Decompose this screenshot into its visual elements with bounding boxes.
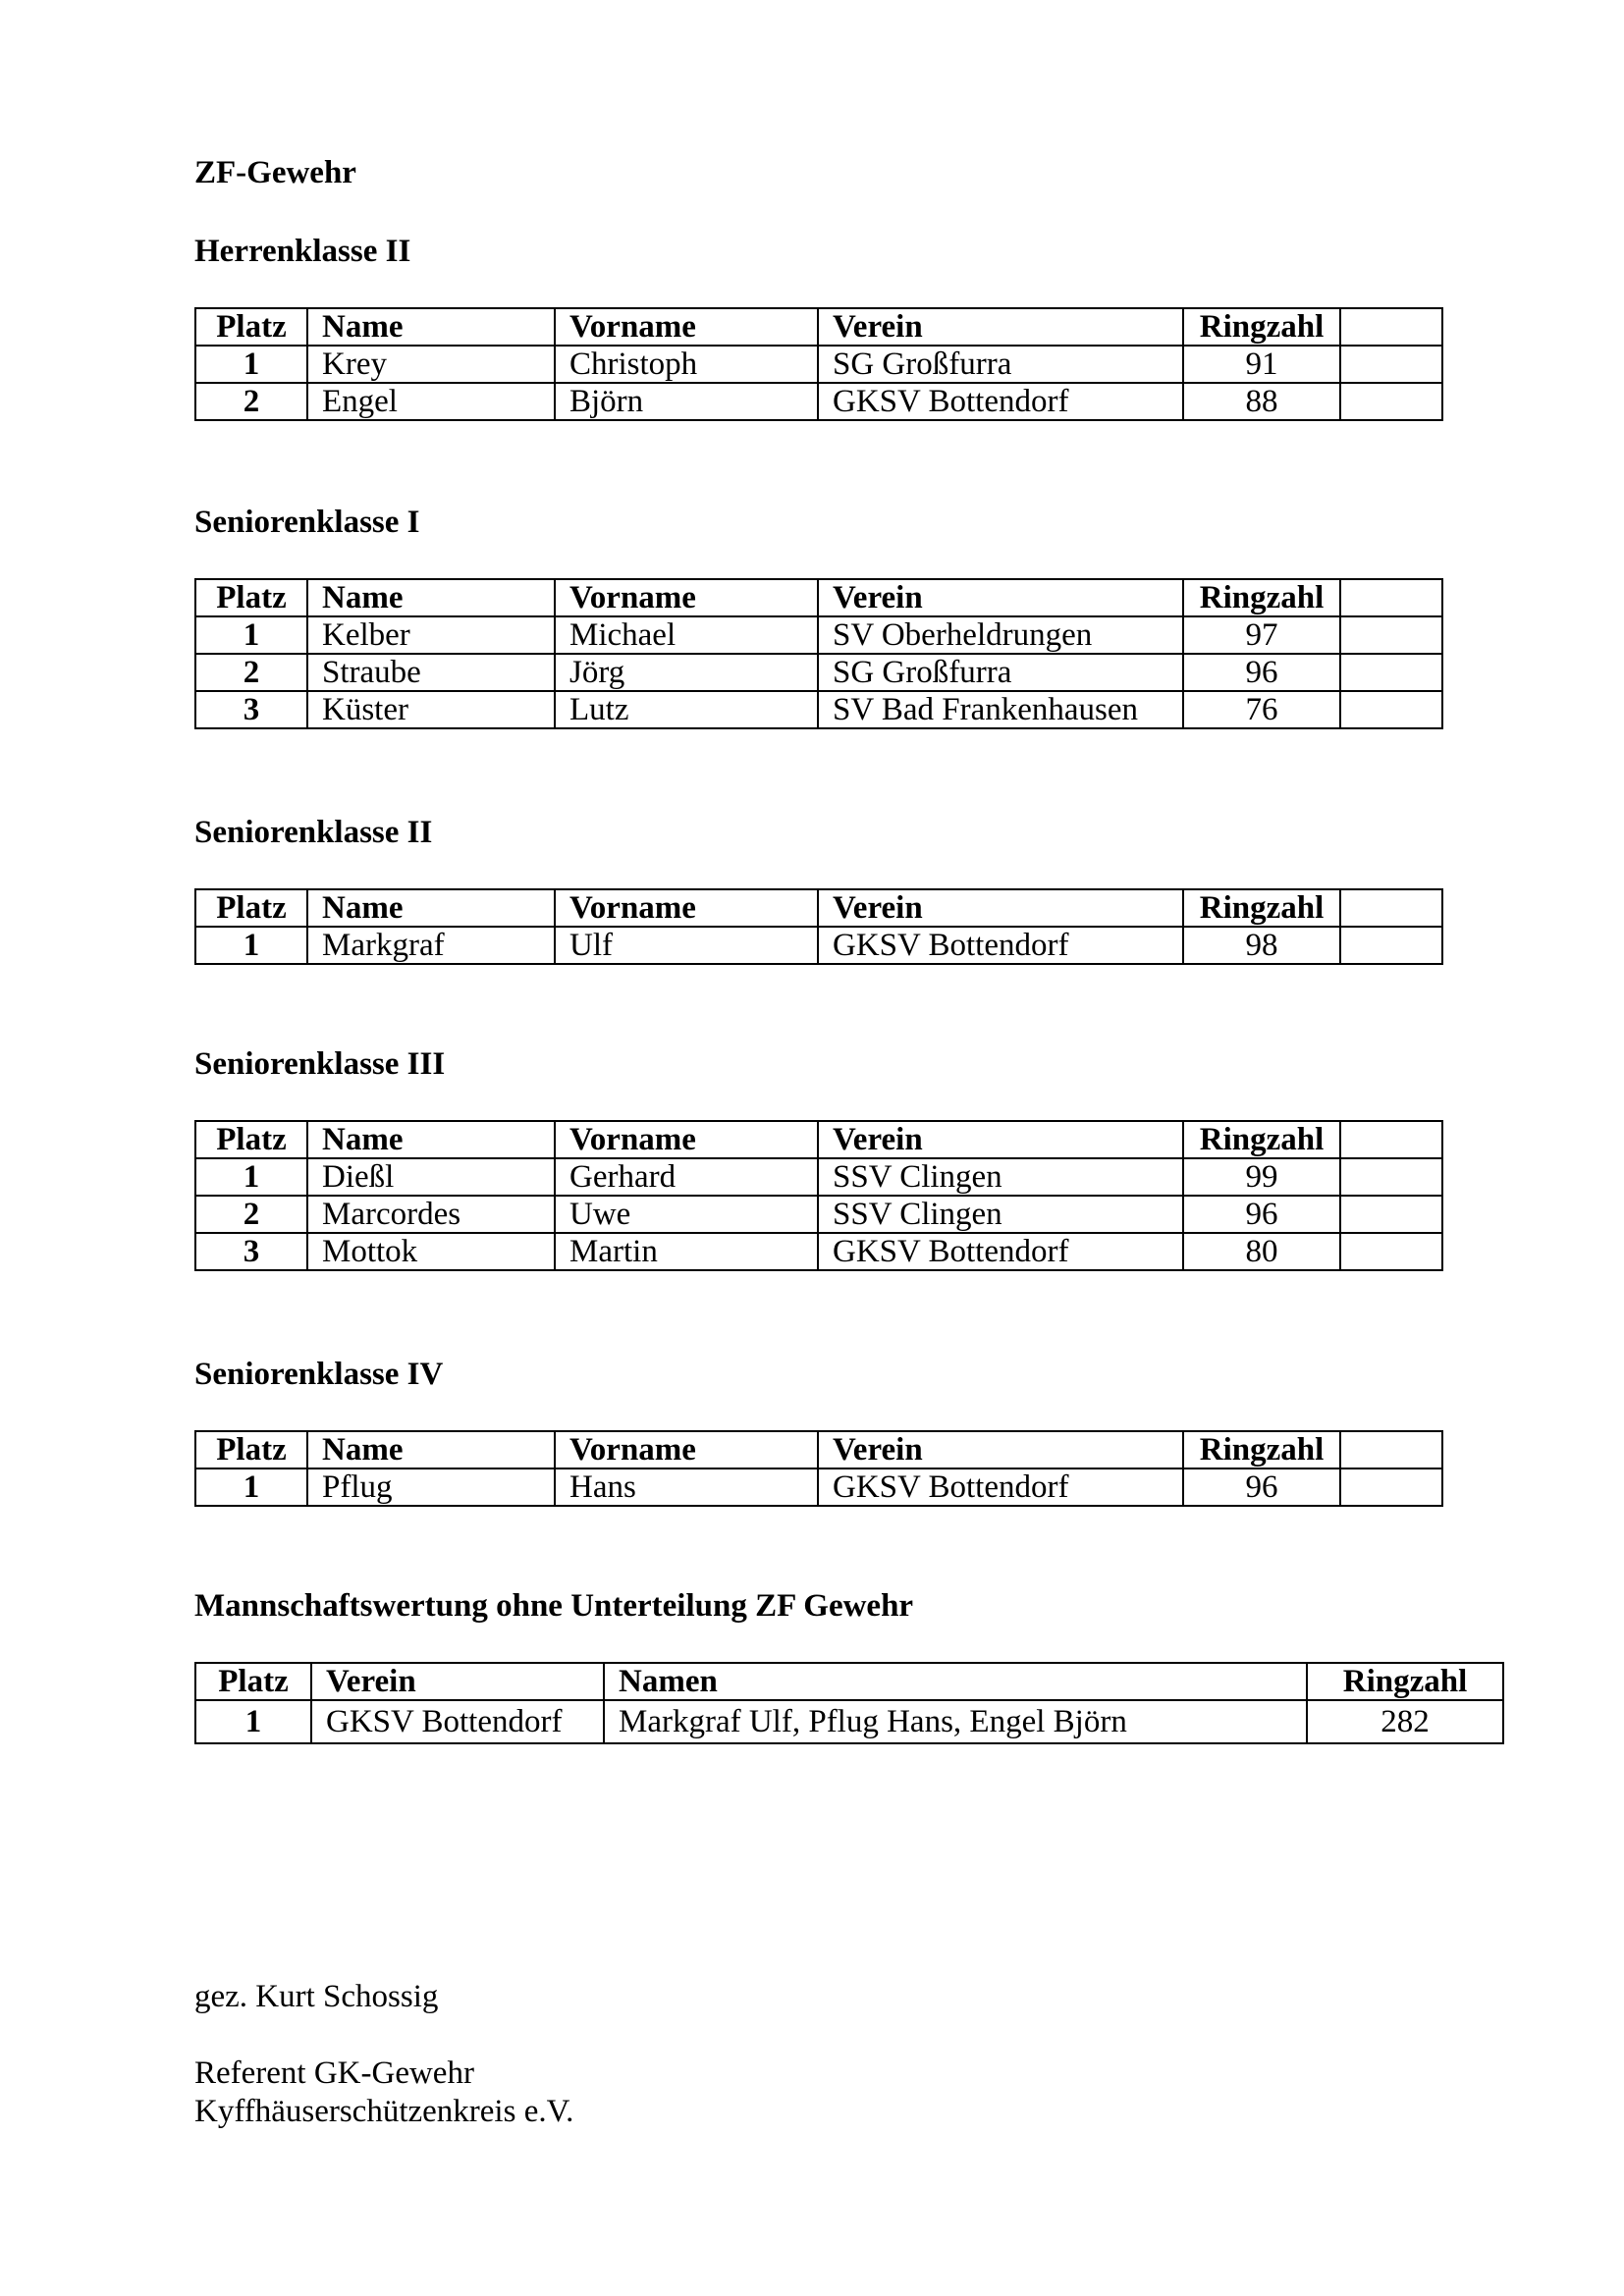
cell-verein: GKSV Bottendorf (818, 1233, 1183, 1270)
header-vorname: Vorname (555, 1121, 818, 1158)
cell-name: Marcordes (307, 1196, 555, 1233)
cell-empty (1340, 1233, 1442, 1270)
table-header-row (195, 1431, 1442, 1468)
header-ringzahl: Ringzahl (1307, 1663, 1503, 1700)
cell-empty (1340, 691, 1442, 728)
cell-name: Engel (307, 383, 555, 420)
cell-platz: 1 (195, 1700, 311, 1743)
cell-platz: 2 (195, 1196, 307, 1233)
table-row (195, 927, 1442, 964)
header-namen: Namen (604, 1663, 1307, 1700)
header-vorname: Vorname (555, 579, 818, 616)
cell-verein: SSV Clingen (818, 1158, 1183, 1196)
table-row (195, 346, 1442, 383)
header-ringzahl: Ringzahl (1183, 308, 1340, 346)
table-row (195, 1468, 1442, 1506)
header-ringzahl: Ringzahl (1183, 579, 1340, 616)
cell-empty (1340, 346, 1442, 383)
header-ringzahl: Ringzahl (1183, 889, 1340, 927)
table-row (195, 616, 1442, 654)
header-name: Name (307, 1121, 555, 1158)
cell-platz: 3 (195, 1233, 307, 1270)
cell-platz: 3 (195, 691, 307, 728)
table-row (195, 1233, 1442, 1270)
cell-name: Dießl (307, 1158, 555, 1196)
header-vorname: Vorname (555, 1431, 818, 1468)
cell-verein: SV Oberheldrungen (818, 616, 1183, 654)
cell-verein: SG Großfurra (818, 346, 1183, 383)
cell-name: Pflug (307, 1468, 555, 1506)
cell-name: Mottok (307, 1233, 555, 1270)
cell-verein: SV Bad Frankenhausen (818, 691, 1183, 728)
cell-platz: 1 (195, 1158, 307, 1196)
cell-empty (1340, 927, 1442, 964)
header-verein: Verein (818, 1121, 1183, 1158)
header-name: Name (307, 579, 555, 616)
cell-ringzahl: 96 (1183, 1468, 1340, 1506)
header-empty (1340, 1431, 1442, 1468)
header-name: Name (307, 1431, 555, 1468)
cell-verein: GKSV Bottendorf (818, 383, 1183, 420)
cell-name: Küster (307, 691, 555, 728)
cell-ringzahl: 91 (1183, 346, 1340, 383)
cell-ringzahl: 98 (1183, 927, 1340, 964)
cell-platz: 1 (195, 1468, 307, 1506)
results-table-seniorenklasse-ii (194, 888, 1443, 965)
cell-vorname: Hans (555, 1468, 818, 1506)
table-row (195, 654, 1442, 691)
cell-platz: 2 (195, 383, 307, 420)
results-table-herrenklasse-ii (194, 307, 1443, 421)
signature-signed: gez. Kurt Schossig (194, 1979, 439, 2014)
signature-role: Referent GK-Gewehr (194, 2056, 474, 2091)
cell-empty (1340, 1158, 1442, 1196)
cell-namen: Markgraf Ulf, Pflug Hans, Engel Björn (604, 1700, 1307, 1743)
cell-ringzahl: 88 (1183, 383, 1340, 420)
cell-ringzahl: 76 (1183, 691, 1340, 728)
cell-ringzahl: 96 (1183, 654, 1340, 691)
signature-org: Kyffhäuserschützenkreis e.V. (194, 2094, 574, 2129)
cell-name: Krey (307, 346, 555, 383)
table-header-row (195, 308, 1442, 346)
section-heading-seniorenklasse-ii: Seniorenklasse II (194, 815, 433, 850)
header-verein: Verein (818, 579, 1183, 616)
header-ringzahl: Ringzahl (1183, 1431, 1340, 1468)
header-verein: Verein (818, 1431, 1183, 1468)
header-platz: Platz (195, 579, 307, 616)
header-verein: Verein (818, 308, 1183, 346)
header-verein: Verein (311, 1663, 604, 1700)
cell-platz: 2 (195, 654, 307, 691)
header-vorname: Vorname (555, 889, 818, 927)
document-title: ZF-Gewehr (194, 155, 356, 190)
table-row (195, 1158, 1442, 1196)
cell-name: Kelber (307, 616, 555, 654)
header-verein: Verein (818, 889, 1183, 927)
results-table-mannschaftswertung (194, 1662, 1504, 1744)
cell-vorname: Lutz (555, 691, 818, 728)
table-row (195, 691, 1442, 728)
cell-empty (1340, 654, 1442, 691)
cell-vorname: Gerhard (555, 1158, 818, 1196)
cell-vorname: Michael (555, 616, 818, 654)
results-table-seniorenklasse-iv (194, 1430, 1443, 1507)
table-header-row (195, 889, 1442, 927)
section-heading-mannschaftswertung: Mannschaftswertung ohne Unterteilung ZF Gewehr (194, 1588, 914, 1624)
cell-ringzahl: 97 (1183, 616, 1340, 654)
table-header-row (195, 579, 1442, 616)
table-row (195, 383, 1442, 420)
results-table-seniorenklasse-iii (194, 1120, 1443, 1271)
header-platz: Platz (195, 889, 307, 927)
cell-platz: 1 (195, 346, 307, 383)
cell-empty (1340, 1196, 1442, 1233)
header-empty (1340, 889, 1442, 927)
cell-platz: 1 (195, 927, 307, 964)
cell-vorname: Martin (555, 1233, 818, 1270)
section-heading-herrenklasse-ii: Herrenklasse II (194, 234, 411, 269)
cell-vorname: Christoph (555, 346, 818, 383)
cell-verein: GKSV Bottendorf (818, 927, 1183, 964)
cell-verein: GKSV Bottendorf (311, 1700, 604, 1743)
cell-ringzahl: 96 (1183, 1196, 1340, 1233)
cell-verein: GKSV Bottendorf (818, 1468, 1183, 1506)
header-empty (1340, 579, 1442, 616)
header-name: Name (307, 889, 555, 927)
header-empty (1340, 1121, 1442, 1158)
header-empty (1340, 308, 1442, 346)
section-heading-seniorenklasse-i: Seniorenklasse I (194, 505, 420, 540)
cell-ringzahl: 99 (1183, 1158, 1340, 1196)
cell-name: Markgraf (307, 927, 555, 964)
cell-verein: SSV Clingen (818, 1196, 1183, 1233)
header-name: Name (307, 308, 555, 346)
cell-ringzahl: 80 (1183, 1233, 1340, 1270)
cell-verein: SG Großfurra (818, 654, 1183, 691)
section-heading-seniorenklasse-iv: Seniorenklasse IV (194, 1357, 444, 1392)
header-platz: Platz (195, 1663, 311, 1700)
cell-empty (1340, 1468, 1442, 1506)
cell-empty (1340, 383, 1442, 420)
results-table-seniorenklasse-i (194, 578, 1443, 729)
cell-empty (1340, 616, 1442, 654)
cell-vorname: Ulf (555, 927, 818, 964)
table-row (195, 1196, 1442, 1233)
table-header-row (195, 1121, 1442, 1158)
cell-platz: 1 (195, 616, 307, 654)
cell-name: Straube (307, 654, 555, 691)
table-row (195, 1700, 1503, 1743)
header-vorname: Vorname (555, 308, 818, 346)
cell-vorname: Jörg (555, 654, 818, 691)
header-platz: Platz (195, 1431, 307, 1468)
header-ringzahl: Ringzahl (1183, 1121, 1340, 1158)
cell-vorname: Uwe (555, 1196, 818, 1233)
header-platz: Platz (195, 1121, 307, 1158)
cell-vorname: Björn (555, 383, 818, 420)
table-header-row (195, 1663, 1503, 1700)
section-heading-seniorenklasse-iii: Seniorenklasse III (194, 1046, 446, 1082)
cell-ringzahl: 282 (1307, 1700, 1503, 1743)
header-platz: Platz (195, 308, 307, 346)
